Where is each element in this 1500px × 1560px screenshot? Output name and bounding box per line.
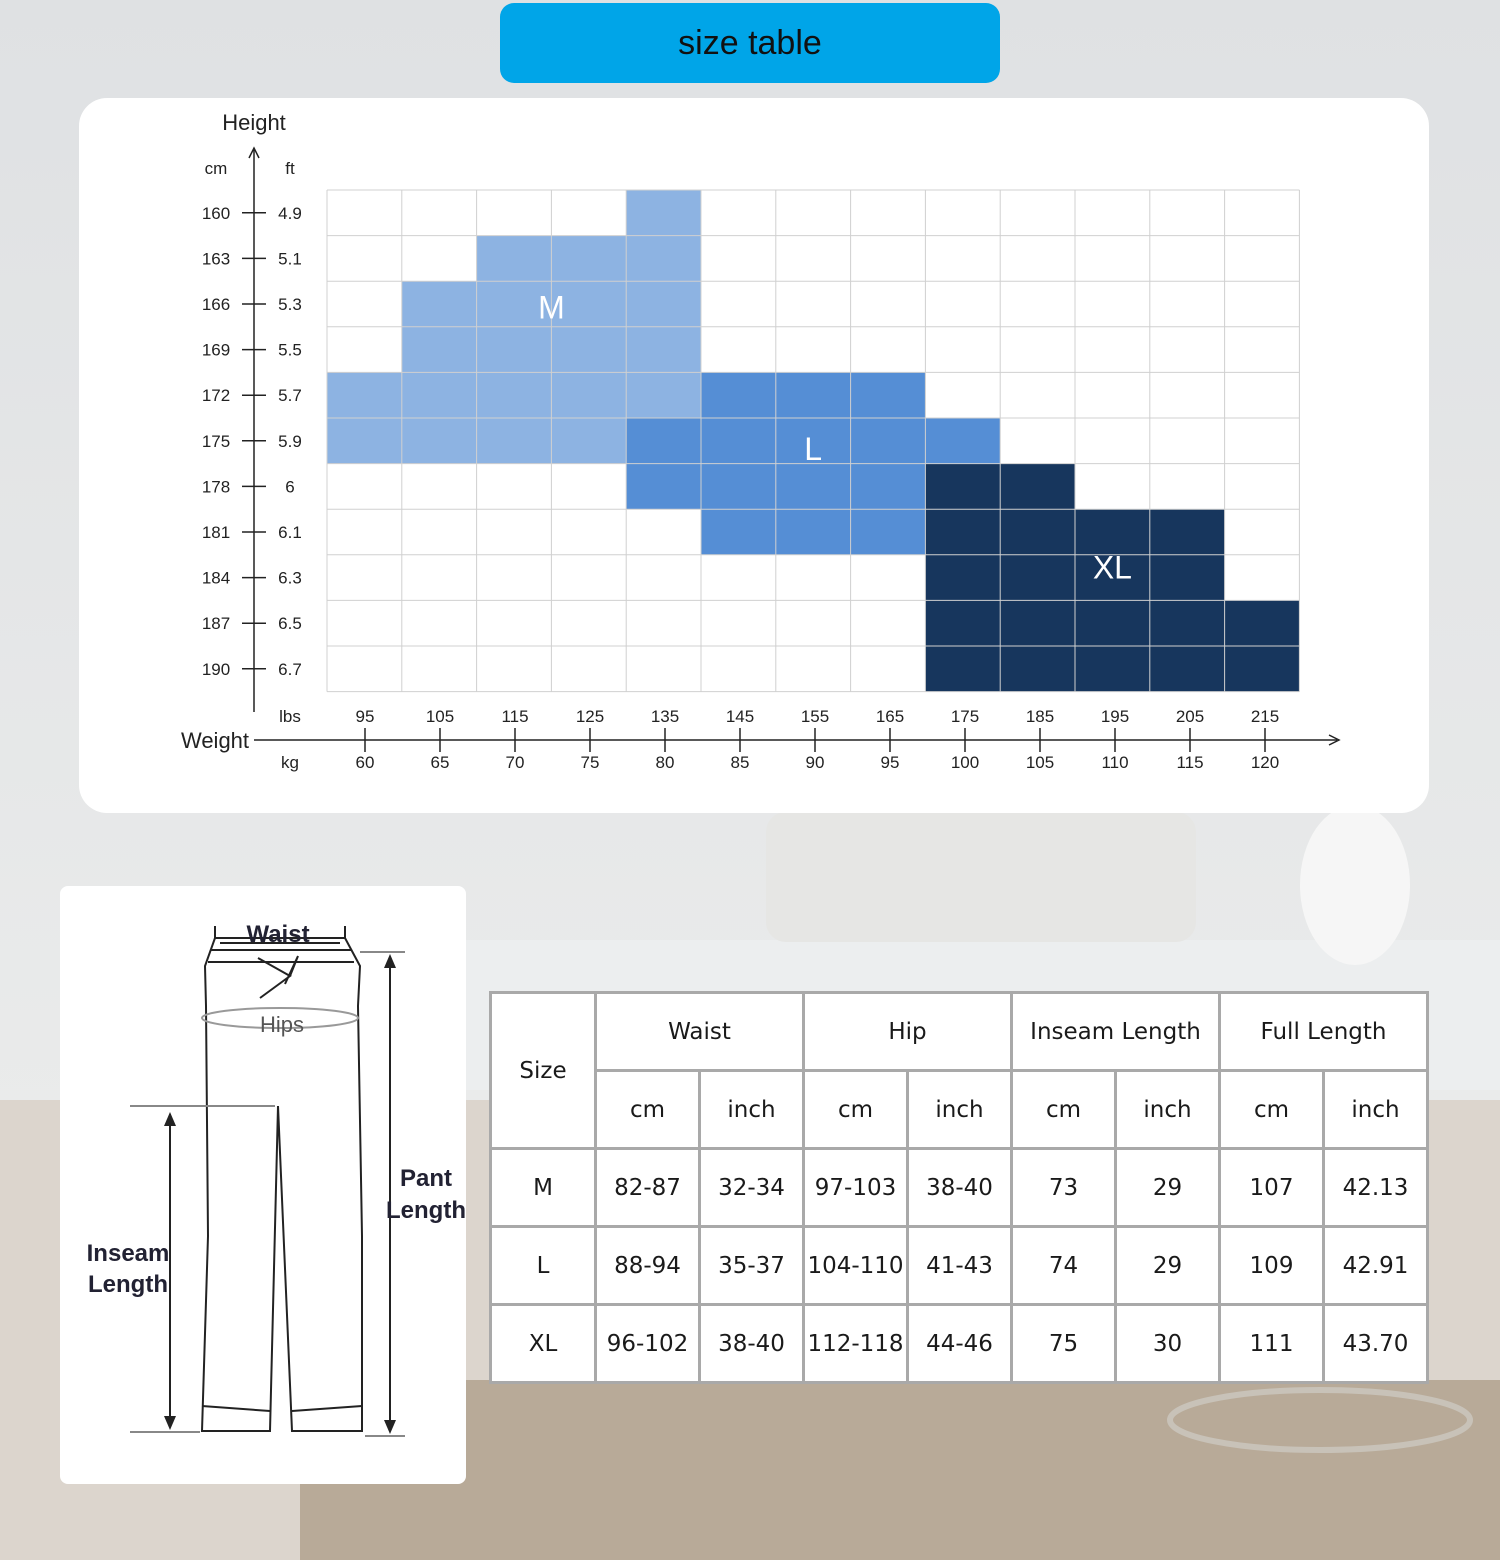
size-cell-m bbox=[402, 372, 477, 418]
table-cell: 29 bbox=[1116, 1227, 1220, 1305]
size-cell-xl bbox=[1075, 509, 1150, 555]
size-cell-m bbox=[551, 372, 626, 418]
x-tick-label-lbs: 145 bbox=[725, 707, 755, 726]
x-tick-label-lbs: 105 bbox=[425, 707, 455, 726]
region-label-m: M bbox=[538, 289, 565, 326]
x-tick-label-lbs: 135 bbox=[650, 707, 680, 726]
size-cell-xl bbox=[925, 600, 1000, 646]
unit-header: inch bbox=[700, 1071, 804, 1149]
size-cell-m bbox=[402, 281, 477, 327]
size-cell-xl bbox=[1150, 509, 1225, 555]
table-cell: 73 bbox=[1012, 1149, 1116, 1227]
y-axis-title: Height bbox=[222, 110, 286, 135]
size-cell-l bbox=[851, 464, 926, 510]
group-header-waist: Waist bbox=[596, 993, 804, 1071]
table-cell: 42.91 bbox=[1324, 1227, 1428, 1305]
region-label-l: L bbox=[804, 430, 823, 467]
size-cell-l bbox=[851, 509, 926, 555]
size-cell-l bbox=[701, 464, 776, 510]
x-tick-label-kg: 120 bbox=[1250, 753, 1280, 772]
size-cell-m bbox=[626, 190, 701, 236]
x-tick-label-kg: 65 bbox=[430, 753, 450, 772]
x-tick-label-kg: 60 bbox=[355, 753, 375, 772]
x-axis-title: Weight bbox=[180, 728, 250, 753]
size-cell-xl bbox=[1000, 555, 1075, 601]
table-cell: 112-118 bbox=[804, 1305, 908, 1383]
size-cell-l bbox=[776, 509, 851, 555]
table-cell: 29 bbox=[1116, 1149, 1220, 1227]
unit-header: inch bbox=[1116, 1071, 1220, 1149]
inseam-arrowhead-bottom bbox=[164, 1416, 176, 1430]
size-cell-l bbox=[851, 372, 926, 418]
size-cell-m bbox=[626, 236, 701, 282]
table-cell: 30 bbox=[1116, 1305, 1220, 1383]
size-cell-l bbox=[776, 464, 851, 510]
unit-header: cm bbox=[596, 1071, 700, 1149]
x-tick-label-lbs: 95 bbox=[355, 707, 375, 726]
size-cell-m bbox=[551, 236, 626, 282]
pants-diagram bbox=[60, 886, 466, 1484]
table-cell: 41-43 bbox=[908, 1227, 1012, 1305]
table-cell: 74 bbox=[1012, 1227, 1116, 1305]
size-chart bbox=[79, 98, 1429, 813]
x-axis-unit-kg: kg bbox=[281, 753, 299, 772]
unit-header: inch bbox=[1324, 1071, 1428, 1149]
size-cell-xl bbox=[925, 646, 1000, 692]
x-tick-label-kg: 110 bbox=[1101, 753, 1129, 772]
x-axis-unit-lbs: lbs bbox=[279, 707, 301, 726]
x-tick-label-kg: 85 bbox=[730, 753, 750, 772]
unit-header: cm bbox=[804, 1071, 908, 1149]
vase bbox=[1300, 805, 1410, 965]
pant-arrowhead-bottom bbox=[384, 1420, 396, 1434]
waistband-lines bbox=[208, 950, 354, 962]
y-tick-label-cm: 172 bbox=[201, 386, 231, 406]
table-cell: 109 bbox=[1220, 1227, 1324, 1305]
table-cell: 104-110 bbox=[804, 1227, 908, 1305]
x-tick-label-lbs: 165 bbox=[875, 707, 905, 726]
x-tick-label-kg: 100 bbox=[950, 753, 980, 772]
x-tick-label-lbs: 175 bbox=[950, 707, 980, 726]
group-header-inseam: Inseam Length bbox=[1012, 993, 1220, 1071]
y-tick-label-cm: 163 bbox=[201, 249, 231, 269]
size-cell-m bbox=[551, 418, 626, 464]
table-cell: 42.13 bbox=[1324, 1149, 1428, 1227]
sofa-cushion bbox=[766, 812, 1196, 942]
size-cell-xl bbox=[1075, 600, 1150, 646]
y-tick-label-cm: 178 bbox=[201, 477, 231, 497]
table-cell: 75 bbox=[1012, 1305, 1116, 1383]
size-cell-m bbox=[327, 418, 402, 464]
size-cell-m bbox=[477, 327, 552, 373]
size-cell-xl bbox=[925, 555, 1000, 601]
size-cell-m bbox=[402, 327, 477, 373]
size-cell-m bbox=[626, 327, 701, 373]
size-cell-xl bbox=[1000, 600, 1075, 646]
y-tick-label-ft: 4.9 bbox=[278, 203, 302, 223]
cuff-lines bbox=[202, 1406, 362, 1411]
size-cell-m bbox=[477, 372, 552, 418]
unit-header: cm bbox=[1220, 1071, 1324, 1149]
y-tick-label-ft: 5.5 bbox=[278, 340, 302, 360]
pant-length-label-line2: Length bbox=[386, 1197, 466, 1224]
size-cell-l bbox=[851, 418, 926, 464]
group-header-hip: Hip bbox=[804, 993, 1012, 1071]
size-cell-xl bbox=[1225, 646, 1300, 692]
y-tick-label-ft: 6.7 bbox=[278, 659, 302, 679]
size-cell-l bbox=[626, 464, 701, 510]
size-cell-xl bbox=[1150, 646, 1225, 692]
table-cell: 107 bbox=[1220, 1149, 1324, 1227]
inseam-label-line2: Length bbox=[88, 1271, 168, 1298]
y-tick-label-ft: 6 bbox=[285, 477, 295, 497]
size-cell-l bbox=[626, 418, 701, 464]
x-tick-label-lbs: 125 bbox=[575, 707, 605, 726]
size-cell: L bbox=[491, 1227, 596, 1305]
size-table-title: size table bbox=[500, 3, 1000, 83]
x-tick-label-kg: 105 bbox=[1025, 753, 1055, 772]
y-tick-label-ft: 5.3 bbox=[278, 295, 302, 314]
y-tick-label-cm: 175 bbox=[201, 431, 231, 451]
size-cell-xl bbox=[1000, 509, 1075, 555]
size-cell-m bbox=[477, 236, 552, 282]
y-tick-label-cm: 190 bbox=[201, 659, 231, 679]
y-tick-label-ft: 6.3 bbox=[278, 568, 302, 588]
x-tick-label-kg: 70 bbox=[505, 753, 525, 772]
x-tick-label-lbs: 155 bbox=[800, 707, 830, 726]
table-cell: 82-87 bbox=[596, 1149, 700, 1227]
y-tick-label-ft: 6.5 bbox=[278, 614, 302, 634]
x-tick-label-lbs: 195 bbox=[1100, 707, 1130, 726]
table-cell: 38-40 bbox=[700, 1305, 804, 1383]
group-header-full-length: Full Length bbox=[1220, 993, 1428, 1071]
table-cell: 32-34 bbox=[700, 1149, 804, 1227]
x-tick-label-kg: 90 bbox=[805, 753, 825, 772]
y-tick-label-ft: 6.1 bbox=[278, 523, 302, 542]
size-cell: XL bbox=[491, 1305, 596, 1383]
size-cell-m bbox=[477, 418, 552, 464]
size-cell-m bbox=[327, 372, 402, 418]
pant-length-label-line1: Pant bbox=[399, 1165, 453, 1192]
table-row bbox=[491, 1149, 1428, 1227]
table-cell: 38-40 bbox=[908, 1149, 1012, 1227]
size-cell-xl bbox=[1000, 646, 1075, 692]
table-cell: 44-46 bbox=[908, 1305, 1012, 1383]
y-tick-label-cm: 160 bbox=[201, 203, 231, 223]
y-tick-label-cm: 169 bbox=[201, 340, 231, 360]
size-cell-xl bbox=[1150, 600, 1225, 646]
y-tick-label-ft: 5.9 bbox=[278, 431, 302, 451]
table-cell: 97-103 bbox=[804, 1149, 908, 1227]
size-cell-l bbox=[701, 509, 776, 555]
table-cell: 96-102 bbox=[596, 1305, 700, 1383]
size-cell-xl bbox=[1075, 646, 1150, 692]
table-cell: 111 bbox=[1220, 1305, 1324, 1383]
y-tick-label-cm: 187 bbox=[201, 614, 231, 634]
x-tick-label-kg: 75 bbox=[580, 753, 600, 772]
size-cell-m bbox=[402, 418, 477, 464]
size-header: Size bbox=[491, 993, 596, 1149]
x-tick-label-lbs: 185 bbox=[1025, 707, 1055, 726]
size-cell-xl bbox=[925, 464, 1000, 510]
inseam-arrowhead-top bbox=[164, 1112, 176, 1126]
size-cell-xl bbox=[925, 509, 1000, 555]
size-cell: M bbox=[491, 1149, 596, 1227]
y-axis-unit-ft: ft bbox=[285, 159, 295, 178]
y-tick-label-cm: 184 bbox=[201, 568, 231, 588]
hips-label: Hips bbox=[259, 1012, 305, 1037]
table-cell: 88-94 bbox=[596, 1227, 700, 1305]
table-row bbox=[491, 1305, 1428, 1383]
unit-header: cm bbox=[1012, 1071, 1116, 1149]
pants-diagram-panel bbox=[60, 886, 466, 1484]
region-label-xl: XL bbox=[1092, 549, 1132, 586]
size-measurement-table bbox=[489, 991, 1429, 1384]
table-cell: 35-37 bbox=[700, 1227, 804, 1305]
y-tick-label-cm: 166 bbox=[201, 295, 231, 314]
pant-arrowhead-top bbox=[384, 954, 396, 968]
size-cell-l bbox=[701, 372, 776, 418]
size-cell-l bbox=[776, 372, 851, 418]
size-cell-xl bbox=[1150, 555, 1225, 601]
y-tick-label-cm: 181 bbox=[201, 523, 231, 542]
x-tick-label-kg: 95 bbox=[880, 753, 900, 772]
size-cell-m bbox=[626, 372, 701, 418]
inseam-label-line1: Inseam bbox=[86, 1240, 170, 1267]
waist-label: Waist bbox=[246, 921, 310, 948]
x-tick-label-lbs: 215 bbox=[1250, 707, 1280, 726]
x-tick-label-kg: 115 bbox=[1176, 753, 1204, 772]
size-cell-m bbox=[551, 327, 626, 373]
size-cell-l bbox=[701, 418, 776, 464]
x-tick-label-kg: 80 bbox=[655, 753, 675, 772]
table-cell: 43.70 bbox=[1324, 1305, 1428, 1383]
unit-header: inch bbox=[908, 1071, 1012, 1149]
x-tick-label-lbs: 115 bbox=[501, 707, 529, 726]
size-cell-l bbox=[925, 418, 1000, 464]
y-tick-label-ft: 5.7 bbox=[278, 386, 302, 406]
y-axis-unit-cm: cm bbox=[204, 159, 228, 178]
size-cell-m bbox=[626, 281, 701, 327]
table-row bbox=[491, 1227, 1428, 1305]
size-cell-xl bbox=[1000, 464, 1075, 510]
y-tick-label-ft: 5.1 bbox=[278, 249, 302, 269]
size-cell-xl bbox=[1225, 600, 1300, 646]
x-tick-label-lbs: 205 bbox=[1175, 707, 1205, 726]
